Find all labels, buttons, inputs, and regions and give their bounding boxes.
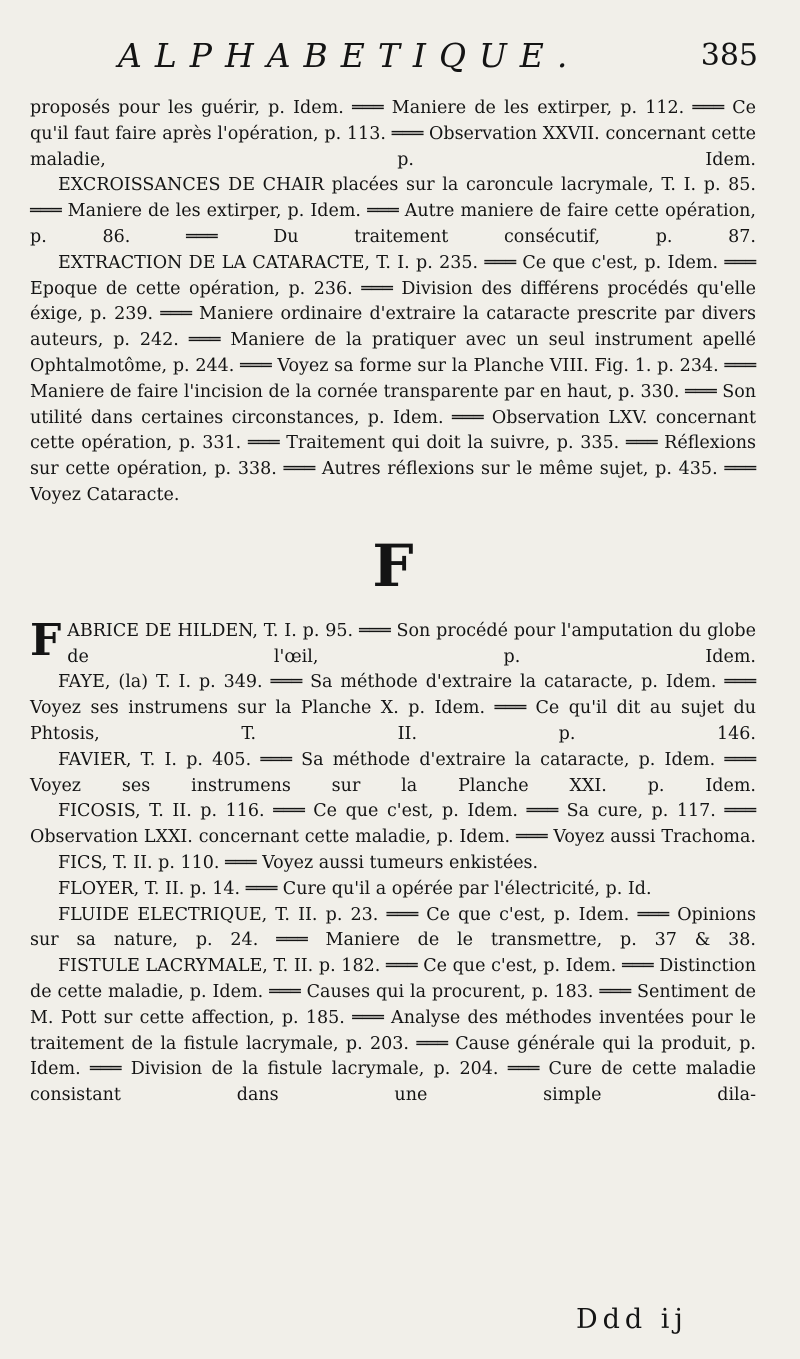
- entry-fistule-lacrymale: FISTULE LACRYMALE, T. II. p. 182. ═══ Ce que c'est, p. Idem. ═══ Distinction de cette maladie, p. Idem. ═══ Causes qui la procurent, p. 183. ═══ Sentiment de M. Pott sur cette affection, p. 185. ═══ Analyse des méthodes inventées pour le traitement de la fistule lacrymale, p. 203. ═══ Cause générale qui la produit, p. Idem. ═══ Division de la fistule lacrymale, p. 204. ═══ Cure de cette maladie consistant dans une simple dila-: [30, 956, 756, 1106]
- entry-favier: FAVIER, T. I. p. 405. ═══ Sa méthode d'extraire la cataracte, p. Idem. ═══ Voyez ses instrumens sur la Planche XXI. p. Idem.: [30, 749, 756, 796]
- entry-excroissances: EXCROISSANCES DE CHAIR placées sur la caroncule lacrymale, T. I. p. 85. ═══ Maniere de les extirper, p. Idem. ═══ Autre maniere de faire cette opération, p. 86. ═══ Du traitement consécutif, p. 87.: [30, 175, 756, 247]
- entry-fluide-electrique: FLUIDE ELECTRIQUE, T. II. p. 23. ═══ Ce que c'est, p. Idem. ═══ Opinions sur sa nature, p. 24. ═══ Maniere de le transmettre, p. 37 & 38.: [30, 904, 756, 951]
- drop-cap: F: [30, 614, 62, 666]
- entry-fabrice-text: ABRICE DE HILDEN, T. I. p. 95. ═══ Son procédé pour l'amputation du globe de l'œil, p. Idem.: [67, 620, 756, 667]
- page-number: 385: [700, 38, 758, 73]
- entry-fabrice: [30, 614, 756, 671]
- entry-floyer: FLOYER, T. II. p. 14. ═══ Cure qu'il a opérée par l'électricité, p. Id.: [58, 878, 652, 899]
- entry-faye: FAYE, (la) T. I. p. 349. ═══ Sa méthode d'extraire la cataracte, p. Idem. ═══ Voyez ses instrumens sur la Planche X. p. Idem. ═══ Ce qu'il dit au sujet du Phtosis, T. II. p. 146.: [30, 672, 756, 744]
- signature-mark: Ddd ij: [576, 1304, 688, 1335]
- section-letter-heading: F: [372, 531, 414, 600]
- running-header: [30, 34, 756, 96]
- entry-ficosis: FICOSIS, T. II. p. 116. ═══ Ce que c'est, p. Idem. ═══ Sa cure, p. 117. ═══ Observation LXXI. concernant cette maladie, p. Idem. ═══ Voyez aussi Trachoma.: [30, 801, 756, 848]
- entry-extraction-cataracte: EXTRACTION DE LA CATARACTE, T. I. p. 235. ═══ Ce que c'est, p. Idem. ═══ Epoque de cette opération, p. 236. ═══ Division des différens procédés qu'elle éxige, p. 239. ═══ Maniere ordinaire d'extraire la cataracte prescrite par divers auteurs, p. 242. ═══ Maniere de la pratiquer avec un seul instrument apellé Ophtalmotôme, p. 244. ═══ Voyez sa forme sur la Planche VIII. Fig. 1. p. 234. ═══ Maniere de faire l'incision de la cornée transparente par en haut, p. 330. ═══ Son utilité dans certaines circonstances, p. Idem. ═══ Observation LXV. concernant cette opération, p. 331. ═══ Traitement qui doit la suivre, p. 335. ═══ Réflexions sur cette opération, p. 338. ═══ Autres réflexions sur le même sujet, p. 435. ═══ Voyez Cataracte.: [30, 252, 756, 505]
- running-title: ALPHABETIQUE.: [118, 36, 581, 75]
- entry-fics: FICS, T. II. p. 110. ═══ Voyez aussi tumeurs enkistées.: [58, 852, 539, 873]
- entry-continuation: proposés pour les guérir, p. Idem. ═══ Maniere de les extirper, p. 112. ═══ Ce qu'il faut faire après l'opération, p. 113. ═══ Observation XXVII. concernant cette maladie, p. Idem.: [30, 98, 756, 170]
